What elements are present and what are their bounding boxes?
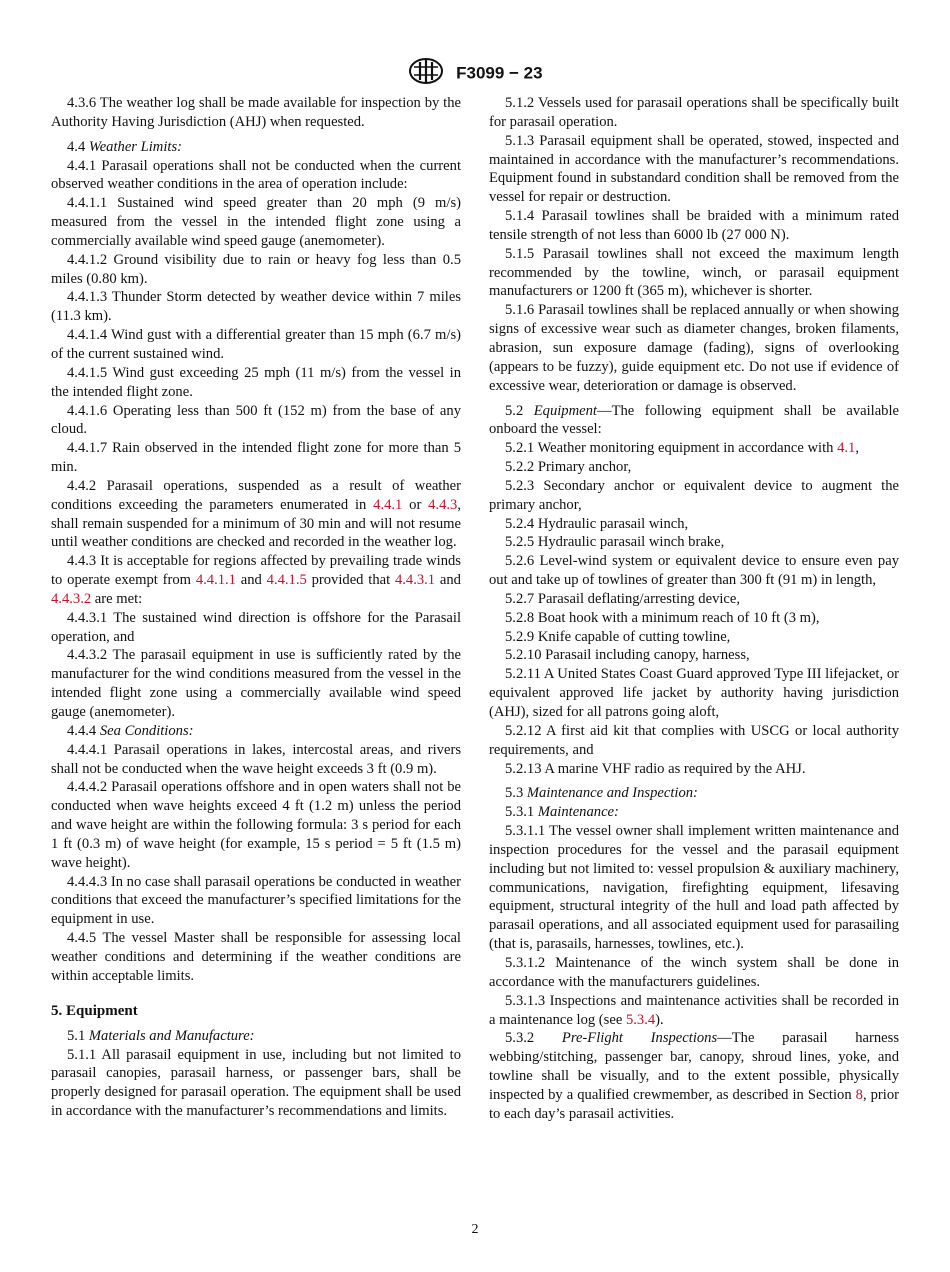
right-column — [489, 94, 899, 1124]
page-number: 2 — [471, 1222, 479, 1237]
paragraph-5-1-6: 5.1.6 Parasail towlines shall be replaced annually or when showing signs of excessive wear such as diameter changes, broken filaments, abrasion, sun exposure damage (fading), signs of overlooking (appears to be fuzzy), guide equipment etc. Do not use if evidence of excessive wear, deterioration or damage is observed. — [489, 302, 899, 394]
paragraph-4-4-5: 4.4.5 The vessel Master shall be responsible for assessing local weather conditions and determining if the weather conditions are within acceptable limits. — [51, 930, 461, 984]
paragraph-5-1-5: 5.1.5 Parasail towlines shall not exceed the maximum length recommended by the towline, winch, or parasail equipment manufacturers or 1200 ft (365 m), whichever is shorter. — [489, 245, 899, 300]
paragraph-4-4-4-1: 4.4.4.1 Parasail operations in lakes, intercostal areas, and rivers shall not be conducted when the wave height exceeds 3 ft (0.9 m). — [51, 741, 461, 777]
left-column — [51, 94, 461, 1121]
link-4-4-1-5[interactable]: 4.4.1.5 — [266, 572, 307, 589]
link-4-4-3[interactable]: 4.4.3 — [428, 496, 458, 513]
paragraph-5-3-1-3: 5.3.1.3 Inspections and maintenance activities shall be recorded in a maintenance log (see 5.3.4). — [489, 992, 899, 1028]
section-5-2: 5.2 Equipment—The following equipment shall be available onboard the vessel: — [489, 402, 900, 438]
paragraph-5-3-1-2: 5.3.1.2 Maintenance of the winch system shall be done in accordance with the manufacturers guidelines. — [489, 954, 899, 990]
paragraph-5-2-10: 5.2.10 Parasail including canopy, harness, — [505, 647, 750, 664]
section-4-4: 4.4 Weather Limits: — [67, 138, 182, 155]
paragraph-5-2-7: 5.2.7 Parasail deflating/arresting device, — [505, 590, 741, 607]
paragraph-4-4-1-7: 4.4.1.7 Rain observed in the intended flight zone for more than 5 min. — [51, 440, 461, 476]
link-section-8[interactable]: 8 — [855, 1086, 863, 1103]
paragraph-5-2-1: 5.2.1 Weather monitoring equipment in accordance with 4.1, — [505, 440, 859, 457]
paragraph-4-3-6: 4.3.6 The weather log shall be made available for inspection by the Authority Having Jurisdiction (AHJ) when requested. — [51, 95, 461, 130]
paragraph-4-4-3-2: 4.4.3.2 The parasail equipment in use is sufficiently rated by the manufacturer for the wind conditions measured from the vessel in the intended flight zone using a commercially available wind speed gauge (anemometer). — [51, 647, 461, 720]
link-4-4-3-2[interactable]: 4.4.3.2 — [51, 590, 92, 607]
paragraph-4-4-1-3: 4.4.1.3 Thunder Storm detected by weather device within 7 miles (11.3 km). — [51, 289, 461, 325]
paragraph-5-2-12: 5.2.12 A first aid kit that complies with USCG or local authority requirements, and — [489, 722, 899, 758]
paragraph-5-1-4: 5.1.4 Parasail towlines shall be braided with a minimum rated tensile strength of not less than 6000 lb (27 000 N). — [489, 208, 899, 243]
paragraph-5-3-2: 5.3.2 Pre-Flight Inspections—The parasail harness webbing/stitching, passenger bar, canopy, shroud lines, yoke, and towline shall be visually, and to the extent possible, physically inspected by a qualified crewmember, as described in Section 8, prior to each day’s parasail activities. — [489, 1030, 899, 1122]
paragraph-4-4-1-2: 4.4.1.2 Ground visibility due to rain or heavy fog less than 0.5 miles (0.80 km). — [51, 251, 461, 287]
paragraph-5-2-3: 5.2.3 Secondary anchor or equivalent device to augment the primary anchor, — [489, 477, 899, 513]
paragraph-4-4-1-5: 4.4.1.5 Wind gust exceeding 25 mph (11 m/s) from the vessel in the intended flight zone. — [51, 364, 461, 400]
paragraph-5-2-11: 5.2.11 A United States Coast Guard approved Type III lifejacket, or equivalent approved life jacket by authority having jurisdiction (AHJ), sized for all patrons going aloft, — [489, 666, 899, 720]
paragraph-5-2-8: 5.2.8 Boat hook with a minimum reach of 10 ft (3 m), — [505, 609, 820, 626]
paragraph-5-2-5: 5.2.5 Hydraulic parasail winch brake, — [505, 534, 725, 551]
document-code: F3099 − 23 — [456, 63, 543, 83]
paragraph-4-4-4-3: 4.4.4.3 In no case shall parasail operations be conducted in weather conditions that exceed the manufacturer’s specified limitations for the equipment in use. — [51, 873, 461, 928]
section-5-3-1: 5.3.1 Maintenance: — [505, 804, 619, 821]
paragraph-5-2-13: 5.2.13 A marine VHF radio as required by the AHJ. — [505, 760, 806, 777]
paragraph-5-2-4: 5.2.4 Hydraulic parasail winch, — [505, 515, 689, 532]
paragraph-4-4-1-4: 4.4.1.4 Wind gust with a differential greater than 15 mph (6.7 m/s) of the current sustained wind. — [51, 327, 461, 362]
astm-logo-icon — [407, 56, 445, 91]
section-heading-5: 5. Equipment — [51, 1002, 138, 1019]
link-4-1[interactable]: 4.1 — [837, 440, 856, 457]
section-4-4-4: 4.4.4 Sea Conditions: — [67, 722, 194, 739]
paragraph-4-4-3: 4.4.3 It is acceptable for regions affected by prevailing trade winds to operate exempt from 4.4.1.1 and 4.4.1.5 provided that 4.4.3.1 and 4.4.3.2 are met: — [51, 553, 461, 607]
paragraph-4-4-2: 4.4.2 Parasail operations, suspended as a result of weather conditions exceeding the parameters enumerated in 4.4.1 or 4.4.3, shall remain suspended for a minimum of 30 min and will not resume until weather conditions are checked and recorded in the weather log. — [51, 477, 461, 551]
link-5-3-4[interactable]: 5.3.4 — [625, 1011, 656, 1028]
paragraph-5-2-9: 5.2.9 Knife capable of cutting towline, — [505, 628, 731, 645]
paragraph-5-1-1: 5.1.1 All parasail equipment in use, including but not limited to parasail canopies, parasail harness, or passenger bars, shall be properly designed for parasail operation. The equipment shall be used in accordance with the manufacturer’s recommendations and limits. — [51, 1046, 461, 1120]
paragraph-5-2-2: 5.2.2 Primary anchor, — [505, 459, 632, 476]
paragraph-4-4-1-1: 4.4.1.1 Sustained wind speed greater than 20 mph (9 m/s) measured from the vessel in the intended flight zone using a commercially available wind speed gauge (anemometer). — [51, 195, 461, 249]
paragraph-5-3-1-1: 5.3.1.1 The vessel owner shall implement written maintenance and inspection procedures for the vessel and the parasail equipment including but not limited to: vessel propulsion & auxiliary machinery, communications, navigation, firefighting equipment, lifesaving equipment, structural integrity of the hull and load path affected by parasail operations, and all associated equipment used for parasailing (that is, parasails, harnesses, towlines, etc.). — [489, 823, 899, 953]
link-4-4-1[interactable]: 4.4.1 — [373, 496, 403, 513]
link-4-4-3-1[interactable]: 4.4.3.1 — [394, 572, 436, 589]
paragraph-4-4-3-1: 4.4.3.1 The sustained wind direction is offshore for the Parasail operation, and — [51, 609, 461, 645]
paragraph-4-4-1: 4.4.1 Parasail operations shall not be conducted when the current observed weather conditions in the area of operation include: — [51, 157, 461, 193]
paragraph-5-2-6: 5.2.6 Level-wind system or equivalent device to ensure even pay out and take up of towlines of greater than 300 ft (91 m) in length, — [489, 553, 899, 589]
paragraph-4-4-1-6: 4.4.1.6 Operating less than 500 ft (152 m) from the base of any cloud. — [51, 402, 461, 438]
paragraph-4-4-4-2: 4.4.4.2 Parasail operations offshore and in open waters shall not be conducted when wave heights exceed 4 ft (1.2 m) unless the period and wave height are within the following formula: 3 s period for each 1 ft (0.3 m) of wave height (for example, 15 s period = 5 ft (1.5 m) wave height). — [51, 779, 461, 871]
paragraph-5-1-3: 5.1.3 Parasail equipment shall be operated, stowed, inspected and maintained in accordance with the manufacturer’s recommendations. Equipment found in substandard condition shall be removed from the vessel for repair or destruction. — [489, 132, 899, 206]
section-5-3: 5.3 Maintenance and Inspection: — [505, 785, 698, 802]
link-4-4-1-1[interactable]: 4.4.1.1 — [195, 572, 236, 589]
paragraph-5-1-2: 5.1.2 Vessels used for parasail operations shall be specifically built for parasail operation. — [489, 95, 899, 130]
section-5-1: 5.1 Materials and Manufacture: — [67, 1027, 255, 1044]
page-header — [0, 56, 950, 91]
